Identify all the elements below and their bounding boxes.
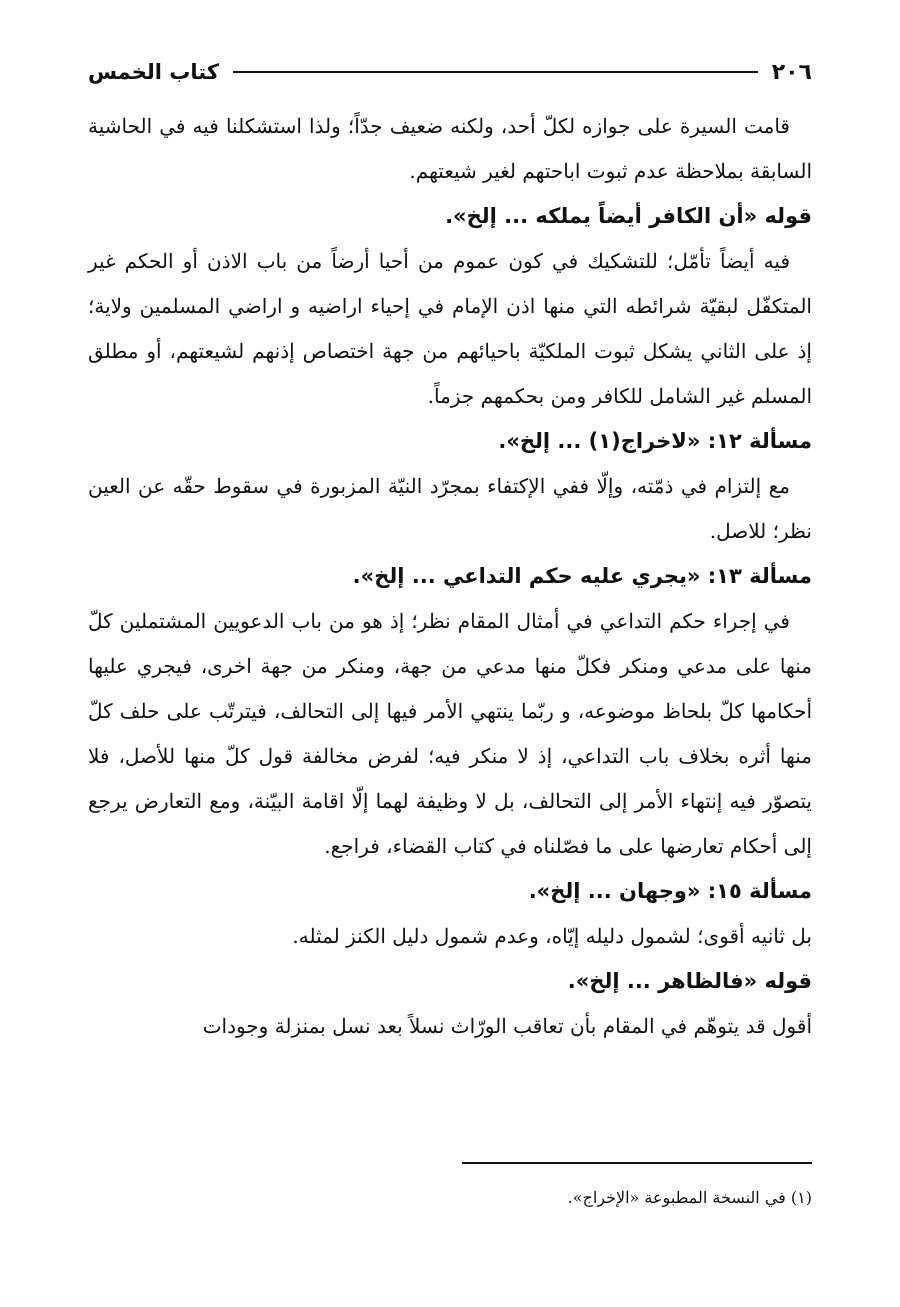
section-heading: قوله «فالظاهر ... إلخ».	[567, 969, 812, 993]
section-heading: مسألة ١٢: «لاخراج(١) ... إلخ».	[498, 429, 812, 453]
page-body	[88, 104, 812, 1049]
section-heading: مسألة ١٣: «يجري عليه حكم التداعي ... إلخ».	[352, 564, 812, 588]
header-rule	[233, 71, 758, 73]
paragraph: بل ثانيه أقوى؛ لشمول دليله إيّاه، وعدم شمول دليل الكنز لمثله.	[292, 924, 812, 948]
section-heading: قوله «أن الكافر أيضاً يملكه ... إلخ».	[445, 204, 812, 228]
paragraph: أقول قد يتوهّم في المقام بأن تعاقب الورّاث نسلاً بعد نسل بمنزلة وجودات	[202, 1014, 812, 1038]
paragraph: قامت السيرة على جوازه لكلّ أحد، ولكنه ضعيف جدّاً؛ ولذا استشكلنا فيه في الحاشية السابقة بملاحظة عدم ثبوت اباحتهم لغير شيعتهم.	[88, 114, 812, 183]
paragraph: فيه أيضاً تأمّل؛ للتشكيك في كون عموم من أحيا أرضاً من باب الاذن أو الحكم غير المتكفّل لبقيّة شرائطه التي منها اذن الإمام في إحياء اراضيه و اراضي المسلمين ولاية؛ إذ على الثاني يشكل ثبوت الملكيّة باحيائهم من جهة اختصاص إذنهم لشيعتهم، أو مطلق المسلم غير الشامل للكافر ومن بحكمهم جزماً.	[88, 249, 812, 408]
book-title: كتاب الخمس	[88, 60, 220, 84]
paragraph: مع إلتزام في ذمّته، وإلّا ففي الإكتفاء بمجرّد النيّة المزبورة في سقوط حقّه عن العين نظر؛ للاصل.	[88, 474, 812, 543]
section-heading: مسألة ١٥: «وجهان ... إلخ».	[528, 879, 812, 903]
footnote-rule	[462, 1162, 812, 1164]
page-header	[88, 52, 812, 92]
paragraph: في إجراء حكم التداعي في أمثال المقام نظر؛ إذ هو من باب الدعويين المشتملين كلّ منها على مدعي ومنكر فكلّ منها مدعي من جهة، ومنكر من جهة اخرى، فيجري عليها أحكامها كلّ بلحاظ موضوعه، و ربّما ينتهي الأمر فيها إلى التحالف، فيترتّب على حلف كلّ منها أثره بخلاف باب التداعي، إذ لا منكر فيه؛ لفرض مخالفة قول كلّ منها للأصل، فلا يتصوّر فيه إنتهاء الأمر إلى التحالف، بل لا وظيفة لهما إلّا اقامة البيّنة، ومع التعارض يرجع إلى أحكام تعارضها على ما فصّلناه في كتاب القضاء، فراجع.	[88, 609, 812, 858]
page-number: ٢٠٦	[771, 59, 812, 85]
footnote: (١) في النسخة المطبوعة «الإخراج».	[567, 1188, 812, 1207]
